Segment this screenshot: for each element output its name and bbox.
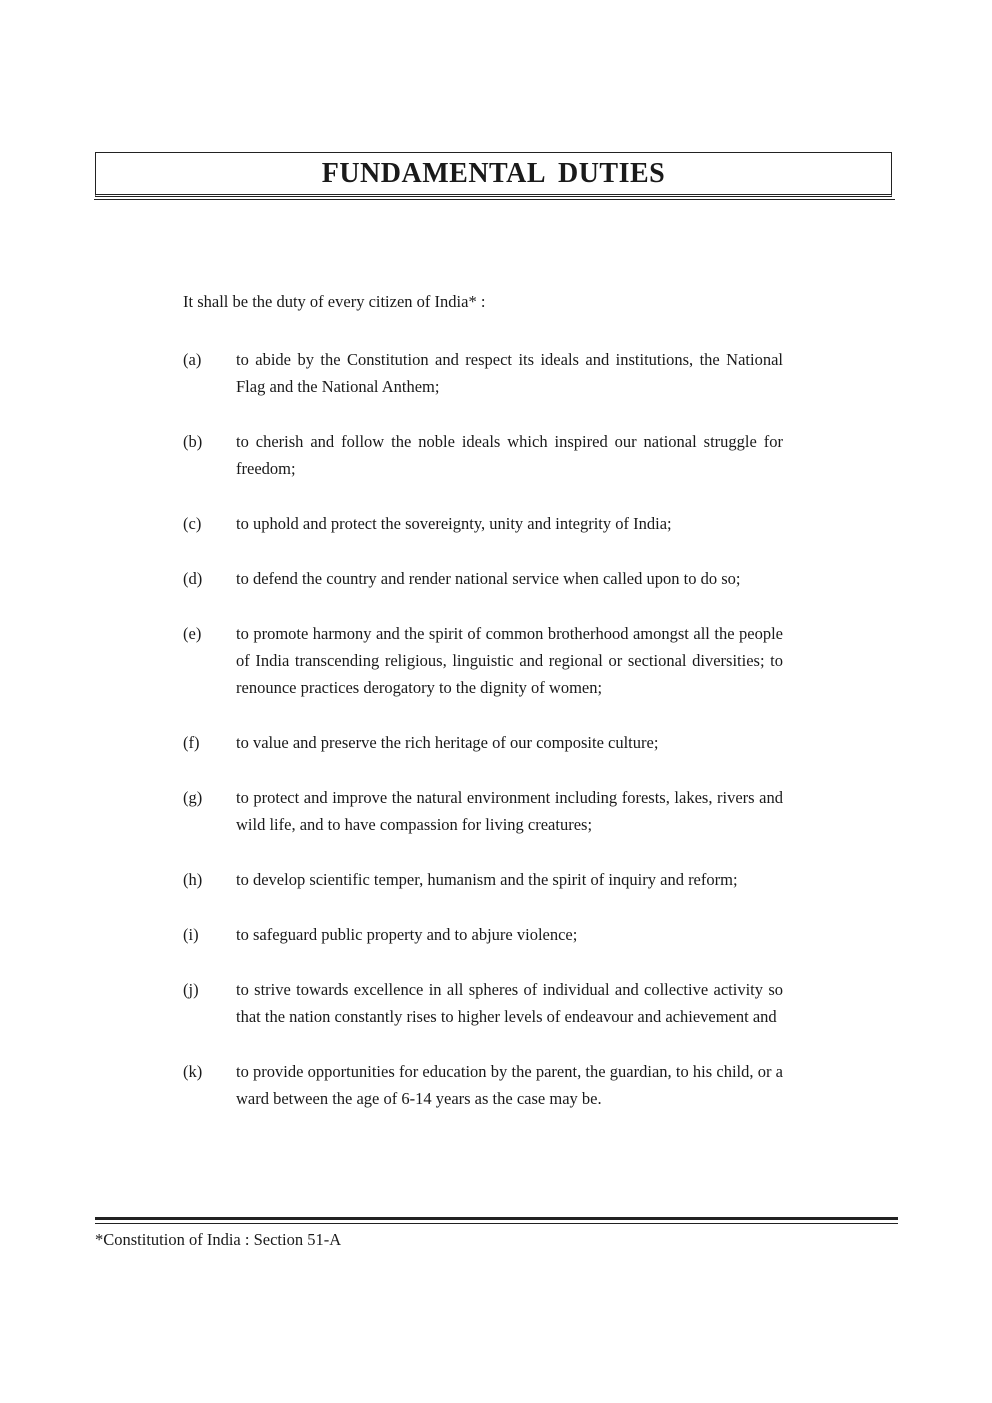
duty-label: (b) <box>183 432 203 451</box>
duty-item-d <box>183 565 783 592</box>
duty-text: to protect and improve the natural environment including forests, lakes, rivers and wild life, and to have compassion for living creatures; <box>236 788 783 834</box>
duty-text: to provide opportunities for education by the parent, the guardian, to his child, or a ward between the age of 6-14 years as the case may be. <box>236 1062 783 1108</box>
duty-text: to uphold and protect the sovereignty, unity and integrity of India; <box>236 514 672 533</box>
duty-label: (c) <box>183 514 202 533</box>
duty-label: (g) <box>183 788 203 807</box>
duty-text: to cherish and follow the noble ideals which inspired our national struggle for freedom; <box>236 432 783 478</box>
footer-divider-thin <box>95 1223 898 1224</box>
duty-label: (h) <box>183 870 203 889</box>
duty-text: to defend the country and render national service when called upon to do so; <box>236 569 741 588</box>
duty-text: to value and preserve the rich heritage of our composite culture; <box>236 733 659 752</box>
duty-item-j <box>183 976 783 1030</box>
title-box <box>95 152 892 197</box>
duty-item-e <box>183 620 783 701</box>
duty-item-f <box>183 729 783 756</box>
duty-item-g <box>183 784 783 838</box>
footer-divider <box>95 1217 898 1220</box>
duty-label: (k) <box>183 1062 203 1081</box>
intro-text: It shall be the duty of every citizen of India* : <box>183 292 486 311</box>
duty-text: to develop scientific temper, humanism and the spirit of inquiry and reform; <box>236 870 738 889</box>
duty-label: (j) <box>183 980 199 999</box>
duty-item-b <box>183 428 783 482</box>
duty-item-i <box>183 921 783 948</box>
duty-label: (f) <box>183 733 200 752</box>
duty-label: (a) <box>183 350 202 369</box>
duty-item-a <box>183 346 783 400</box>
duty-text: to safeguard public property and to abjure violence; <box>236 925 578 944</box>
duties-list <box>183 346 783 1140</box>
duty-text: to strive towards excellence in all spheres of individual and collective activity so that the nation constantly rises to higher levels of endeavour and achievement and <box>236 980 783 1026</box>
duty-item-h <box>183 866 783 893</box>
duty-label: (i) <box>183 925 199 944</box>
page-title: FUNDAMENTAL DUTIES <box>321 157 666 189</box>
duty-item-k <box>183 1058 783 1112</box>
duty-label: (e) <box>183 624 202 643</box>
duty-item-c <box>183 510 783 537</box>
duty-label: (d) <box>183 569 203 588</box>
duty-text: to abide by the Constitution and respect its ideals and institutions, the National Flag and the National Anthem; <box>236 350 783 396</box>
duty-text: to promote harmony and the spirit of common brotherhood amongst all the people of India transcending religious, linguistic and regional or sectional diversities; to renounce practices derogatory to the dignity of women; <box>236 624 783 697</box>
footnote: *Constitution of India : Section 51-A <box>95 1230 342 1249</box>
